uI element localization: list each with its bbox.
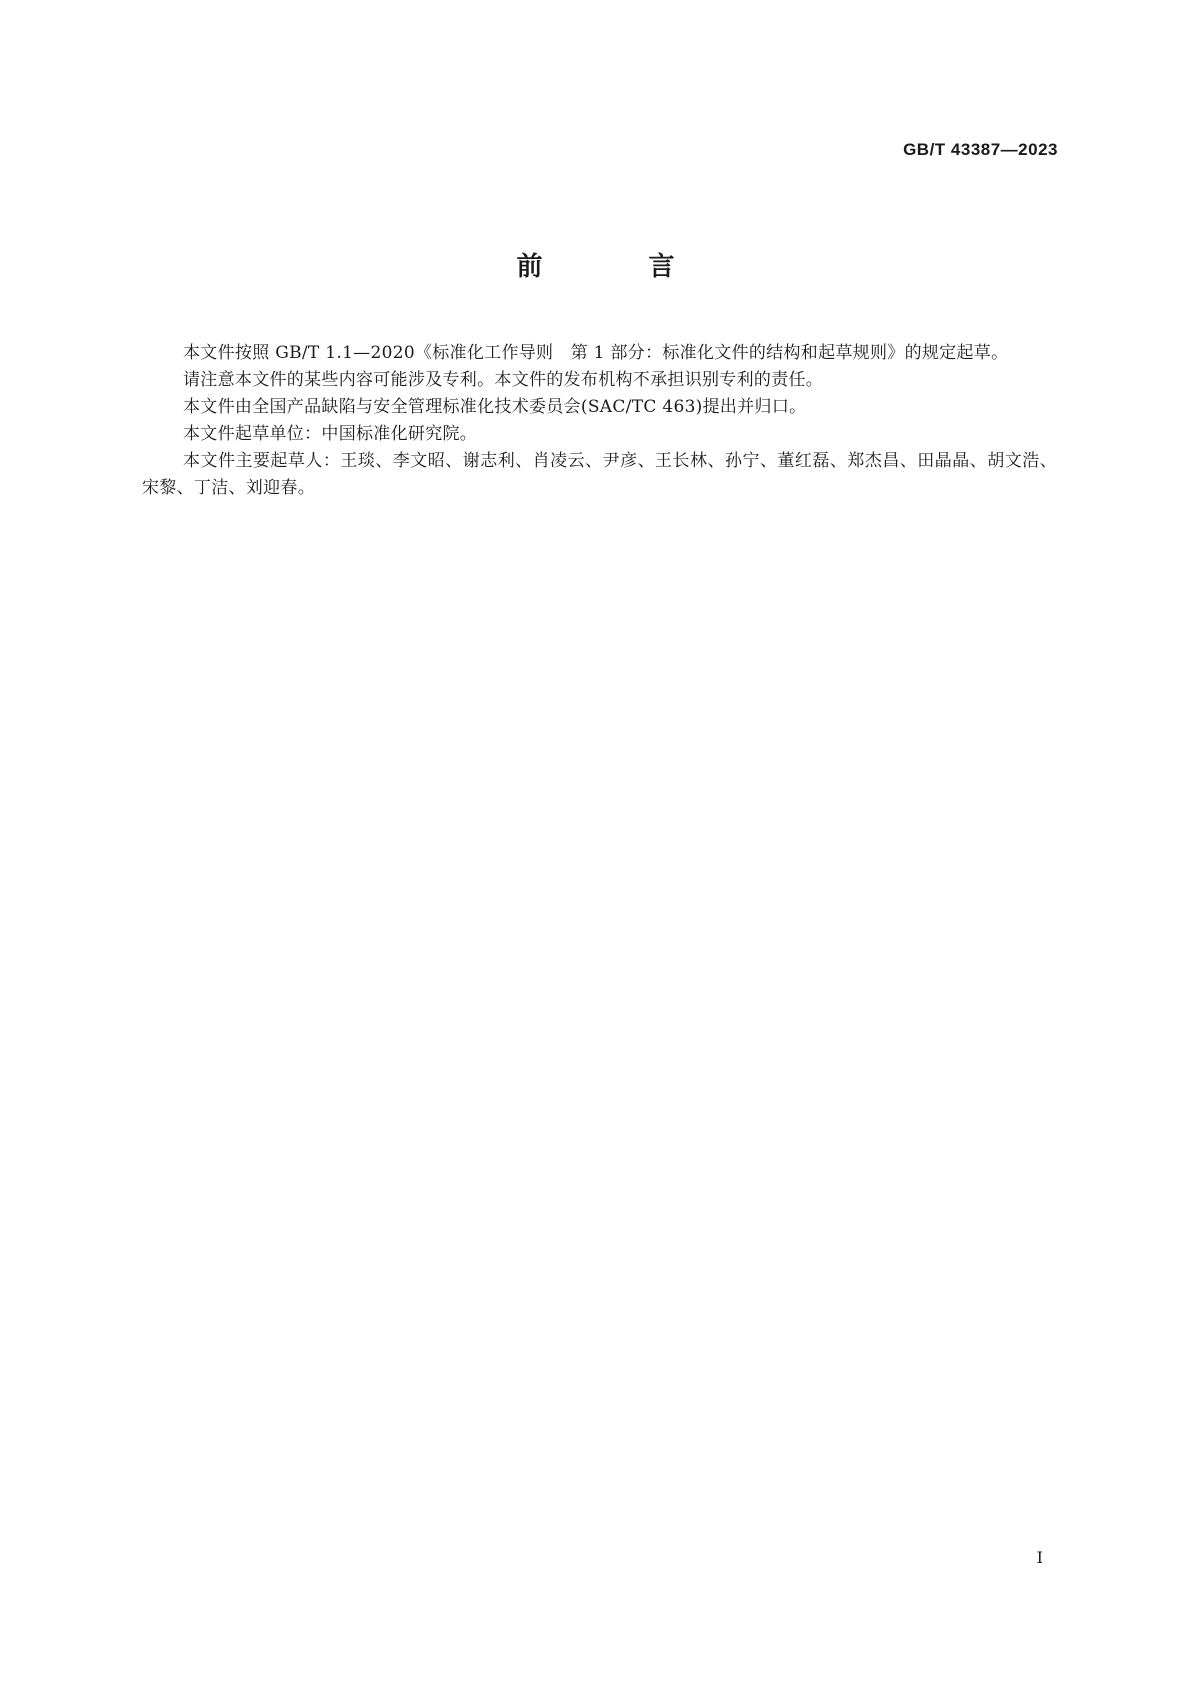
paragraph-patent-notice: 请注意本文件的某些内容可能涉及专利。本文件的发布机构不承担识别专利的责任。 [183,370,824,390]
page-title: 前 言 [516,252,715,282]
document-code: GB/T 43387—2023 [903,140,1058,159]
page-number: Ⅰ [1036,1550,1043,1567]
paragraph-drafting-unit: 本文件起草单位：中国标准化研究院。 [183,424,478,444]
paragraph-drafters: 本文件主要起草人：王琰、李文昭、谢志利、肖凌云、尹彦、王长林、孙宁、董红磊、郑杰昌、田晶晶、胡文浩、宋黎、丁洁、刘迎春。 [142,451,1057,498]
preface-body [142,340,1057,502]
paragraph-drafting-rules: 本文件按照 GB/T 1.1—2020《标准化工作导则 第 1 部分：标准化文件的结构和起草规则》的规定起草。 [183,343,1009,363]
paragraph-proposer: 本文件由全国产品缺陷与安全管理标准化技术委员会(SAC/TC 463)提出并归口。 [183,397,807,417]
